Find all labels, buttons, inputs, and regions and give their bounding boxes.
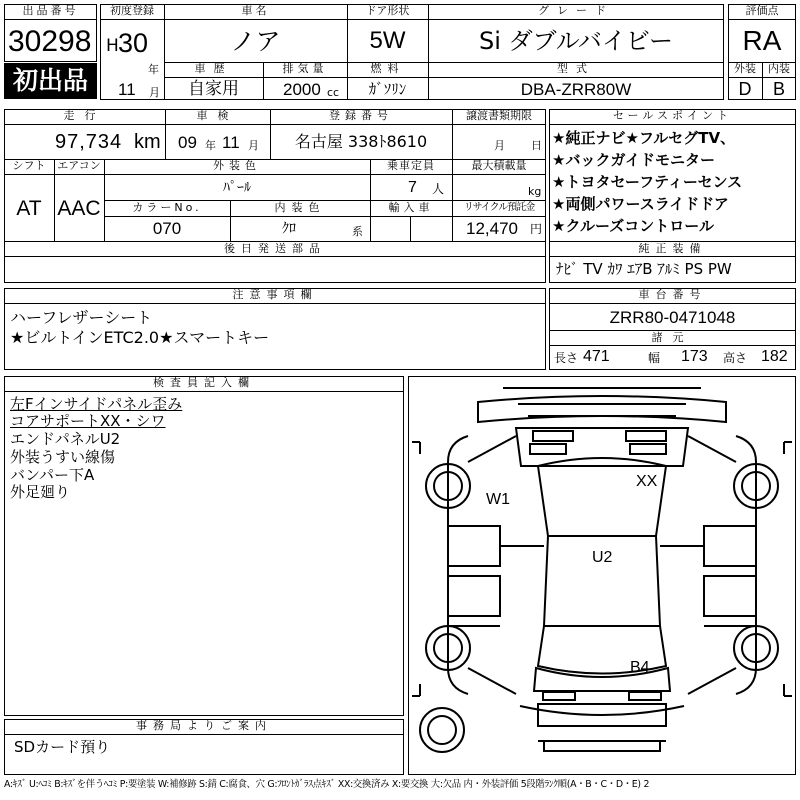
displacement-label: 排気量 (282, 62, 328, 75)
car-diagram (408, 376, 796, 775)
ac-value: AAC (57, 197, 101, 220)
reg-year: 30 (118, 28, 149, 58)
inspector-line: 外足廻り (10, 483, 71, 501)
grade-label: グレード (538, 4, 614, 17)
interior-label: 内装 (768, 62, 790, 75)
first-listing-badge: 初出品 (4, 63, 97, 99)
color-label: 外装色 (213, 159, 261, 172)
inspection-label: 車検 (196, 109, 239, 122)
legend-text: A:ｷｽﾞ U:ﾍｺﾐ B:ｷｽﾞを伴うﾍｺﾐ P:要塗装 W:補修跡 S:錆 C:腐食、穴 G:ﾌﾛﾝﾄｶﾞﾗｽ点ｷｽﾞ XX:交換済み X:要交換 大:欠品 内・外装評価 5段階ﾗﾝｸ順(A・B・C・D・E) 2 (4, 779, 650, 790)
inspection-month-unit: 月 (248, 139, 259, 152)
inspector-line: コアサポートXX・シワ (10, 412, 166, 430)
load-unit: kg (528, 185, 542, 198)
inspection-year: 09 (178, 133, 197, 152)
interior-color-label: 内装色 (274, 201, 326, 214)
lot-number: 30298 (8, 25, 92, 58)
displacement-value: 2000 (283, 80, 321, 99)
transfer-month-unit: 月 (494, 139, 505, 152)
sales-line: ★バックガイドモニター (552, 151, 715, 169)
diagram-mark: U2 (592, 549, 613, 566)
equip-label: 純正装備 (638, 242, 707, 255)
displacement-unit: cc (327, 86, 340, 99)
sales-line: ★クルーズコントロール (552, 217, 714, 235)
recycle-label: リサイクル預託金 (463, 202, 535, 213)
reg-label: 初度登録 (110, 4, 154, 17)
recycle-unit: 円 (530, 222, 543, 236)
model-label: 型式 (557, 62, 595, 75)
name-value: ノア (230, 27, 281, 56)
sales-line: ★トヨタセーフティーセンス (552, 173, 743, 191)
reg-month: 11 (118, 80, 136, 99)
reg-era: H (106, 36, 119, 56)
sales-line: ★両側パワースライドドア (552, 195, 729, 213)
reg-month-unit: 月 (149, 86, 160, 99)
color-no-value: 070 (152, 219, 182, 238)
color-value: ﾊﾟｰﾙ (223, 180, 251, 196)
reg-year-unit: 年 (148, 63, 159, 76)
chassis-value: ZRR80-0471048 (609, 308, 736, 327)
shift-label: シフト (12, 159, 46, 172)
notes-line: ★ビルトインETC2.0★スマートキー (10, 328, 270, 347)
notes-label: 注意事項欄 (232, 288, 318, 301)
width-value: 173 (681, 348, 708, 365)
shift-value: AT (16, 197, 42, 220)
score-label: 評価点 (745, 4, 779, 17)
capacity-label: 乗車定員 (387, 159, 435, 172)
inspector-line: 左Fインサイドパネル歪み (10, 395, 183, 413)
equip-value: ﾅﾋﾞ TV ｶﾜ ｴｱB ｱﾙﾐ PS PW (556, 260, 732, 278)
transfer-day-unit: 日 (531, 139, 542, 152)
color-no-label: カラーNo. (132, 201, 202, 214)
office-label: 事務局よりご案内 (136, 719, 272, 732)
import-label: 輸入車 (388, 201, 434, 214)
inspection-year-unit: 年 (205, 139, 216, 152)
length-value: 471 (583, 348, 610, 365)
history-value: 自家用 (188, 79, 239, 99)
later-label: 後日発送部品 (224, 242, 326, 255)
door-label: ドア形状 (365, 4, 410, 17)
interior-color-unit: 系 (352, 225, 363, 238)
grade-value: Si ダブルバイビー (479, 27, 673, 55)
ac-label: エアコン (57, 159, 101, 172)
height-label: 高さ (723, 351, 748, 365)
diagram-mark: XX (636, 473, 658, 490)
width-label: 幅 (648, 351, 661, 365)
exterior-label: 外装 (734, 62, 756, 75)
notes-line: ハーフレザーシート (10, 308, 153, 327)
model-value: DBA-ZRR80W (520, 80, 632, 99)
dims-label: 諸元 (651, 331, 694, 344)
door-value: 5W (369, 27, 406, 54)
mileage-value: 97,734 (55, 131, 123, 153)
mileage-unit: km (134, 131, 161, 153)
transfer-label: 譲渡書類期限 (466, 109, 532, 122)
length-label: 長さ (554, 351, 579, 365)
load-label: 最大積載量 (471, 159, 527, 172)
chassis-label: 車台番号 (638, 288, 707, 301)
inspector-line: バンパー下A (10, 466, 95, 484)
plate-label: 登録番号 (329, 109, 393, 122)
plate-value: 名古屋 338ﾄ8610 (294, 132, 428, 151)
inspection-month: 11 (222, 133, 240, 152)
inspector-line: 外装うすい線傷 (10, 448, 116, 466)
office-value: SDカード預り (14, 738, 111, 756)
height-value: 182 (761, 348, 788, 365)
name-label: 車名 (241, 4, 270, 17)
inspector-line: エンドパネルU2 (10, 430, 121, 448)
capacity-unit: 人 (432, 182, 445, 196)
exterior-value: D (738, 79, 752, 99)
recycle-value: 12,470 (466, 219, 518, 238)
mileage-label: 走行 (63, 109, 106, 122)
fuel-value: ｶﾞｿﾘﾝ (368, 80, 407, 98)
score-value: RA (742, 25, 782, 56)
lot-label: 出品番号 (22, 4, 79, 17)
history-label: 車歴 (194, 62, 233, 75)
sales-label: セールスポイント (612, 109, 732, 122)
capacity-value: 7 (408, 179, 417, 196)
inspector-label: 検査員記入欄 (153, 376, 255, 389)
interior-color-value: ｸﾛ (282, 221, 296, 237)
diagram-mark: B4 (630, 659, 650, 676)
diagram-mark: W1 (486, 491, 510, 508)
interior-value: B (772, 79, 785, 99)
sales-line: ★純正ナビ★フルセグTV、 (552, 129, 736, 147)
fuel-label: 燃料 (370, 62, 405, 75)
